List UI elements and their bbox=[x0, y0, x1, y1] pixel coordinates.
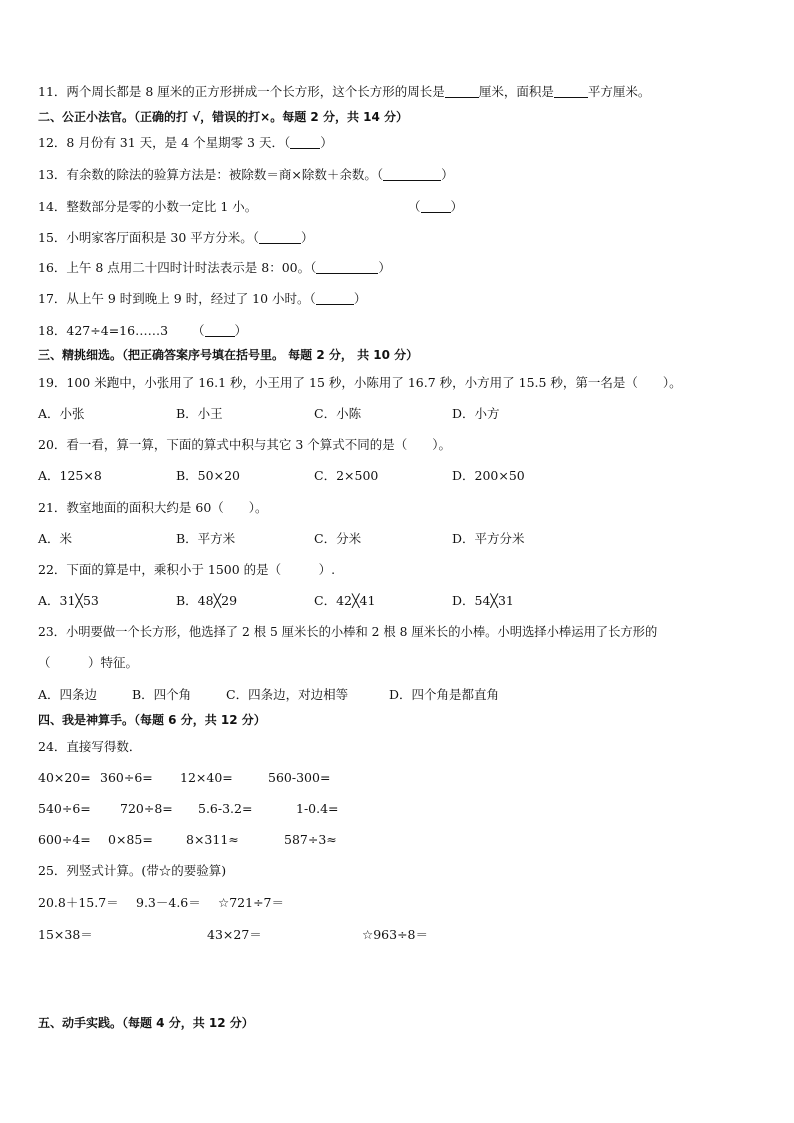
question-18-paren-open: （ bbox=[192, 323, 205, 338]
section-5-heading: 五、动手实践。（每题 4 分，共 12 分） bbox=[38, 1016, 254, 1030]
answer-blank[interactable] bbox=[554, 85, 588, 98]
answer-blank[interactable] bbox=[316, 292, 354, 305]
question-22: 22．下面的算是中，乘积小于 1500 的是（ ）. bbox=[38, 562, 336, 577]
question-20: 20．看一看，算一算，下面的算式中积与其它 3 个算式不同的是（ ）。 bbox=[38, 437, 452, 452]
option-b[interactable]: B．50×20 bbox=[176, 468, 240, 483]
question-18 bbox=[38, 322, 168, 340]
calc-item: 40×20= bbox=[38, 770, 91, 785]
option-a[interactable]: A．四条边 bbox=[38, 687, 98, 702]
question-13 bbox=[38, 166, 454, 184]
question-21: 21．教室地面的面积大约是 60（ ）。 bbox=[38, 500, 268, 515]
question-11-text-a: 11．两个周长都是 8 厘米的正方形拼成一个长方形，这个长方形的周长是 bbox=[38, 84, 445, 99]
option-a[interactable]: A．小张 bbox=[38, 406, 85, 421]
option-d[interactable]: D．小方 bbox=[452, 406, 500, 421]
question-11 bbox=[38, 83, 650, 101]
calc-item: ☆721÷7＝ bbox=[218, 895, 284, 910]
calc-item: 0×85= bbox=[108, 832, 153, 847]
question-17 bbox=[38, 290, 366, 308]
question-17-paren: ） bbox=[353, 291, 367, 306]
answer-blank[interactable] bbox=[445, 85, 479, 98]
question-15-text: 15．小明家客厅面积是 30 平方分米。（ bbox=[38, 230, 260, 245]
question-16-text: 16．上午 8 点用二十四时计时法表示是 8：00。（ bbox=[38, 260, 317, 275]
calc-item: 8×311≈ bbox=[186, 832, 239, 847]
calc-item: 600÷4= bbox=[38, 832, 91, 847]
answer-blank[interactable] bbox=[205, 324, 235, 337]
calc-item: 360÷6= bbox=[100, 770, 153, 785]
question-25-title: 25．列竖式计算。(带☆的要验算) bbox=[38, 863, 227, 878]
calc-item: 540÷6= bbox=[38, 801, 91, 816]
calc-item: 560-300= bbox=[268, 770, 331, 785]
option-d[interactable]: D．200×50 bbox=[452, 468, 525, 483]
option-d[interactable]: D．平方分米 bbox=[452, 531, 525, 546]
question-12-text: 12．8 月份有 31 天，是 4 个星期零 3 天．（ bbox=[38, 135, 291, 150]
question-13-paren: ） bbox=[441, 167, 454, 182]
calc-item: ☆963÷8＝ bbox=[362, 927, 428, 942]
question-13-text: 13．有余数的除法的验算方法是：被除数＝商×除数＋余数。（ bbox=[38, 167, 384, 182]
option-c[interactable]: C．42╳41 bbox=[314, 593, 376, 608]
calc-item: 15×38＝ bbox=[38, 927, 93, 942]
section-4-heading: 四、我是神算手。（每题 6 分，共 12 分） bbox=[38, 713, 266, 727]
option-a[interactable]: A．125×8 bbox=[38, 468, 102, 483]
option-d[interactable]: D．54╳31 bbox=[452, 593, 514, 608]
section-2-heading: 二、公正小法官。（正确的打 √，错误的打×。每题 2 分，共 14 分） bbox=[38, 110, 408, 124]
question-15-paren: ） bbox=[301, 230, 314, 245]
option-c[interactable]: C．四条边，对边相等 bbox=[226, 687, 349, 702]
question-12 bbox=[38, 134, 333, 152]
calc-item: 720÷8= bbox=[120, 801, 173, 816]
option-a[interactable]: A．31╳53 bbox=[38, 593, 99, 608]
question-18-paren-close: ） bbox=[234, 323, 248, 338]
calc-item: 20.8＋15.7＝ bbox=[38, 895, 119, 910]
question-14-paren-open: （ bbox=[408, 199, 421, 214]
option-b[interactable]: B．四个角 bbox=[132, 687, 192, 702]
option-c[interactable]: C．小陈 bbox=[314, 406, 362, 421]
question-17-text: 17．从上午 9 时到晚上 9 时，经过了 10 小时。（ bbox=[38, 291, 316, 306]
question-16 bbox=[38, 259, 391, 277]
option-b[interactable]: B．48╳29 bbox=[176, 593, 238, 608]
section-3-heading: 三、精挑细选。（把正确答案序号填在括号里。 每题 2 分， 共 10 分） bbox=[38, 348, 419, 362]
question-14-text: 14．整数部分是零的小数一定比 1 小。 bbox=[38, 199, 258, 214]
answer-blank[interactable] bbox=[259, 231, 301, 244]
question-14 bbox=[38, 198, 257, 216]
option-d[interactable]: D．四个角是都直角 bbox=[389, 687, 500, 702]
question-11-text-b: 厘米，面积是 bbox=[478, 84, 554, 99]
question-19: 19．100 米跑中，小张用了 16.1 秒，小王用了 15 秒，小陈用了 16.7 秒，小方用了 15.5 秒，第一名是（ ）。 bbox=[38, 375, 682, 390]
option-a[interactable]: A．米 bbox=[38, 531, 73, 546]
question-18-text: 18．427÷4=16……3 bbox=[38, 323, 169, 338]
question-18-answer bbox=[192, 322, 247, 340]
answer-blank[interactable] bbox=[290, 136, 320, 149]
question-14-answer bbox=[408, 198, 463, 216]
question-24-title: 24．直接写得数． bbox=[38, 739, 142, 754]
question-11-text-c: 平方厘米。 bbox=[587, 84, 651, 99]
answer-blank[interactable] bbox=[316, 261, 378, 274]
question-23-line-1: 23．小明要做一个长方形，他选择了 2 根 5 厘米长的小棒和 2 根 8 厘米长的小棒。小明选择小棒运用了长方形的 bbox=[38, 625, 658, 639]
question-16-paren: ） bbox=[378, 260, 391, 275]
calc-item: 1-0.4= bbox=[296, 801, 339, 816]
calc-item: 43×27＝ bbox=[207, 927, 262, 942]
calc-item: 587÷3≈ bbox=[284, 832, 337, 847]
question-14-paren-close: ） bbox=[450, 199, 464, 214]
calc-item: 9.3－4.6＝ bbox=[136, 895, 201, 910]
answer-blank[interactable] bbox=[383, 168, 441, 181]
option-c[interactable]: C．2×500 bbox=[314, 468, 379, 483]
option-b[interactable]: B．小王 bbox=[176, 406, 223, 421]
option-c[interactable]: C．分米 bbox=[314, 531, 362, 546]
calc-item: 12×40= bbox=[180, 770, 233, 785]
question-15 bbox=[38, 229, 314, 247]
option-b[interactable]: B．平方米 bbox=[176, 531, 236, 546]
question-23-line-2: （ ）特征。 bbox=[38, 655, 139, 670]
answer-blank[interactable] bbox=[421, 200, 451, 213]
question-12-paren: ） bbox=[320, 135, 333, 150]
calc-item: 5.6-3.2= bbox=[198, 801, 253, 816]
